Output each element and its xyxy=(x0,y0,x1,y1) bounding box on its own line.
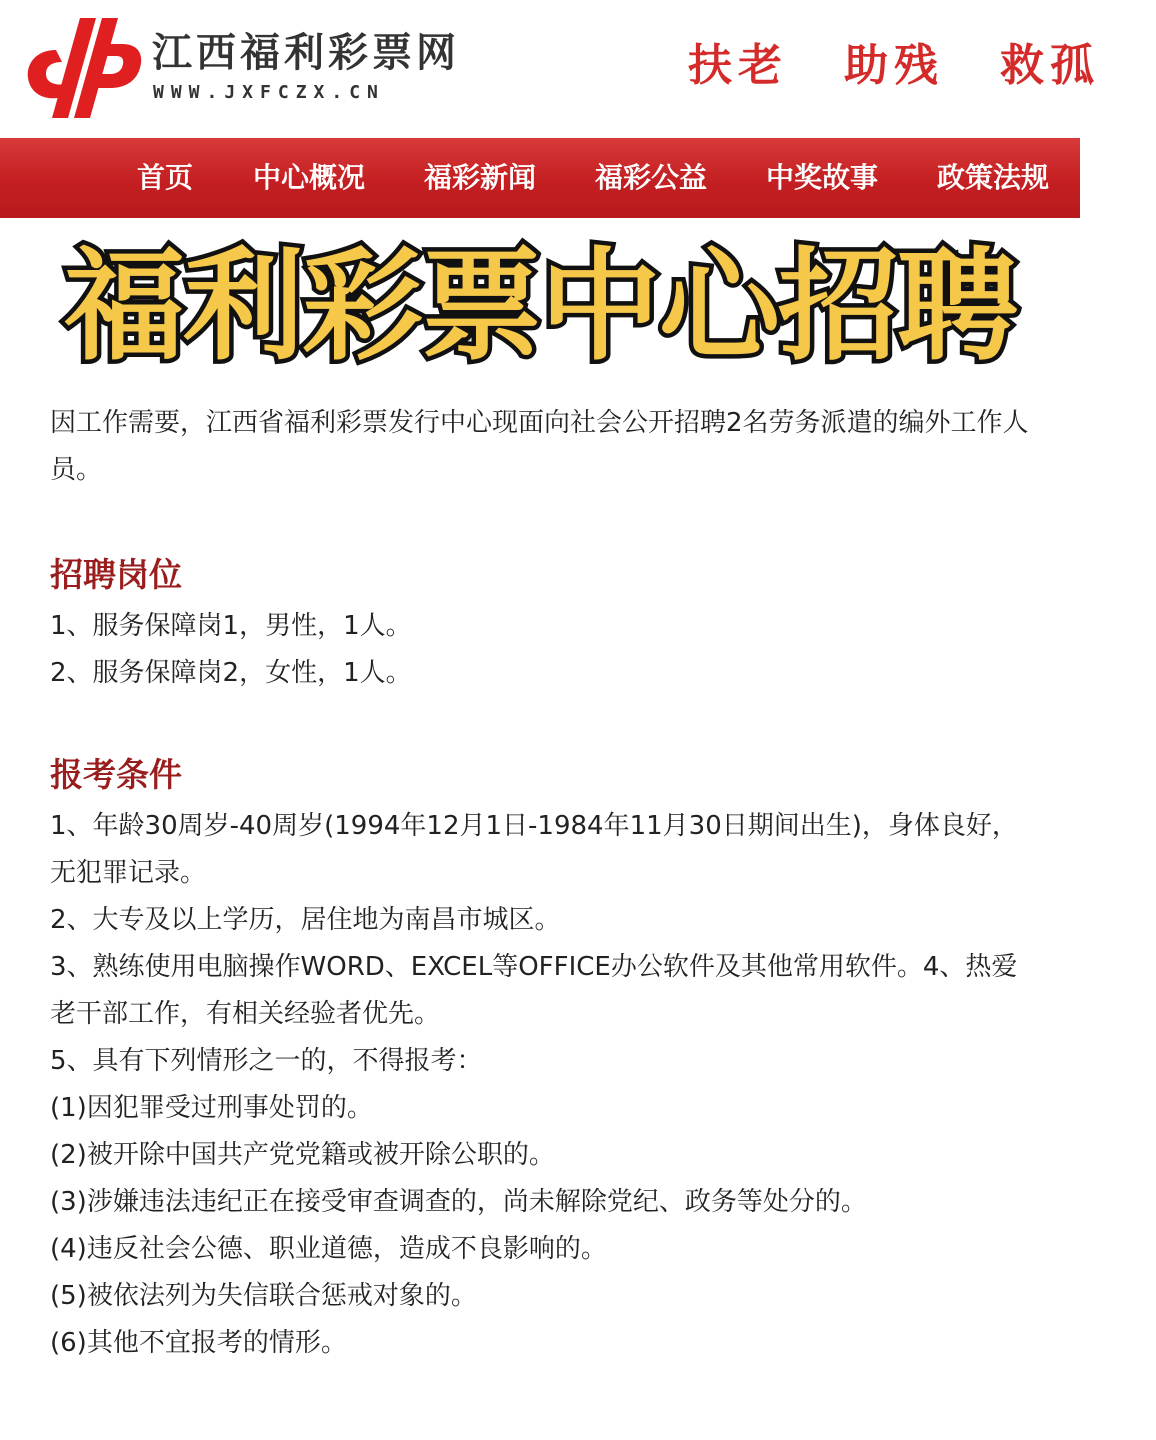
nav-item-winner-stories[interactable]: 中奖故事 xyxy=(766,161,879,194)
position-item: 2、服务保障岗2，女性，1人。 xyxy=(50,658,412,688)
section-title-requirements: 报考条件 xyxy=(50,755,182,794)
article-content xyxy=(50,400,1040,1367)
slogan-disabled: 助残 xyxy=(844,40,944,91)
nav-item-overview[interactable]: 中心概况 xyxy=(253,161,366,194)
disqualification-item: (5)被依法列为失信联合惩戒对象的。 xyxy=(50,1281,477,1311)
cwl-logo-icon[interactable] xyxy=(22,14,144,122)
disqualification-item: (4)违反社会公德、职业道德，造成不良影响的。 xyxy=(50,1234,607,1264)
nav-item-policies[interactable]: 政策法规 xyxy=(937,161,1050,194)
requirement-item: 5、具有下列情形之一的，不得报考： xyxy=(50,1046,483,1076)
disqualification-item: (2)被开除中国共产党党籍或被开除公职的。 xyxy=(50,1140,555,1170)
requirement-item: 3、熟练使用电脑操作WORD、EXCEL等OFFICE办公软件及其他常用软件。4、热爱老干部工作，有相关经验者优先。 xyxy=(50,952,1018,1029)
section-title-positions: 招聘岗位 xyxy=(50,555,182,594)
slogan-orphans: 救孤 xyxy=(1000,40,1100,91)
nav-item-news[interactable]: 福彩新闻 xyxy=(424,161,537,194)
disqualification-item: (3)涉嫌违法违纪正在接受审查调查的，尚未解除党纪、政务等处分的。 xyxy=(50,1187,867,1217)
main-nav xyxy=(0,138,1080,218)
slogan-group xyxy=(688,40,1156,96)
site-header xyxy=(0,0,1100,138)
slogan-elderly: 扶老 xyxy=(688,40,788,91)
disqualification-item: (1)因犯罪受过刑事处罚的。 xyxy=(50,1093,373,1123)
intro-paragraph: 因工作需要，江西省福利彩票发行中心现面向社会公开招聘2名劳务派遣的编外工作人员。 xyxy=(50,408,1029,485)
nav-item-home[interactable]: 首页 xyxy=(137,161,194,194)
site-name: 江西福利彩票网 xyxy=(152,30,460,76)
position-item: 1、服务保障岗1，男性，1人。 xyxy=(50,611,412,641)
requirement-item: 1、年龄30周岁-40周岁(1994年12月1日-1984年11月30日期间出生)，身体良好，无犯罪记录。 xyxy=(50,811,1018,888)
nav-item-charity[interactable]: 福彩公益 xyxy=(595,161,708,194)
disqualification-item: (6)其他不宜报考的情形。 xyxy=(50,1328,347,1358)
site-url: WWW.JXFCZX.CN xyxy=(153,82,385,103)
requirement-item: 2、大专及以上学历，居住地为南昌市城区。 xyxy=(50,905,561,935)
banner-title: 福利彩票中心招聘 xyxy=(63,236,1016,377)
